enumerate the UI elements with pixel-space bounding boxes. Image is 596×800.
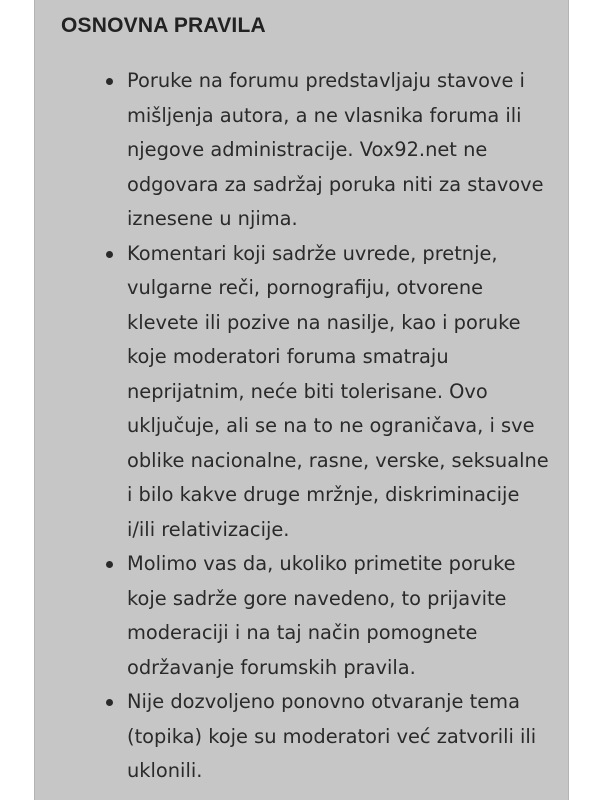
rule-item	[127, 547, 551, 685]
rule-text: Komentari koji sadrže uvrede, pretnje, vulgarne reči, pornografiju, otvorene klevete ili pozive na nasilje, kao i poruke koje moderatori foruma smatraju neprijatnim, neće biti tolerisane. Ovo uključuje, ali se na to ne ograničava, i sve oblike nacionalne, rasne, verske, seksualne i bilo kakve druge mržnje, diskriminacije i/ili relativizacije.	[127, 241, 549, 541]
bullet-icon	[106, 699, 113, 706]
rule-text: Molimo vas da, ukoliko primetite poruke koje sadrže gore navedeno, to prijavite moderaciji i na taj način pomognete održavanje forumskih pravila.	[127, 552, 516, 679]
rule-item	[127, 64, 551, 237]
rule-text: Poruke na forumu predstavljaju stavove i mišljenja autora, a ne vlasnika foruma ili njegove administracije. Vox92.net ne odgovara za sadržaj poruka niti za stavove iznesene u njima.	[127, 69, 544, 230]
bullet-icon	[106, 78, 113, 85]
section-title: OSNOVNA PRAVILA	[61, 14, 266, 37]
bullet-icon	[106, 561, 113, 568]
rule-text: Nije dozvoljeno ponovno otvaranje tema (topika) koje su moderatori već zatvorili ili uklonili.	[127, 690, 537, 782]
bullet-icon	[106, 251, 113, 258]
rule-item	[127, 237, 551, 548]
rules-panel	[34, 0, 569, 800]
rule-item	[127, 685, 551, 789]
rules-list	[61, 64, 551, 789]
